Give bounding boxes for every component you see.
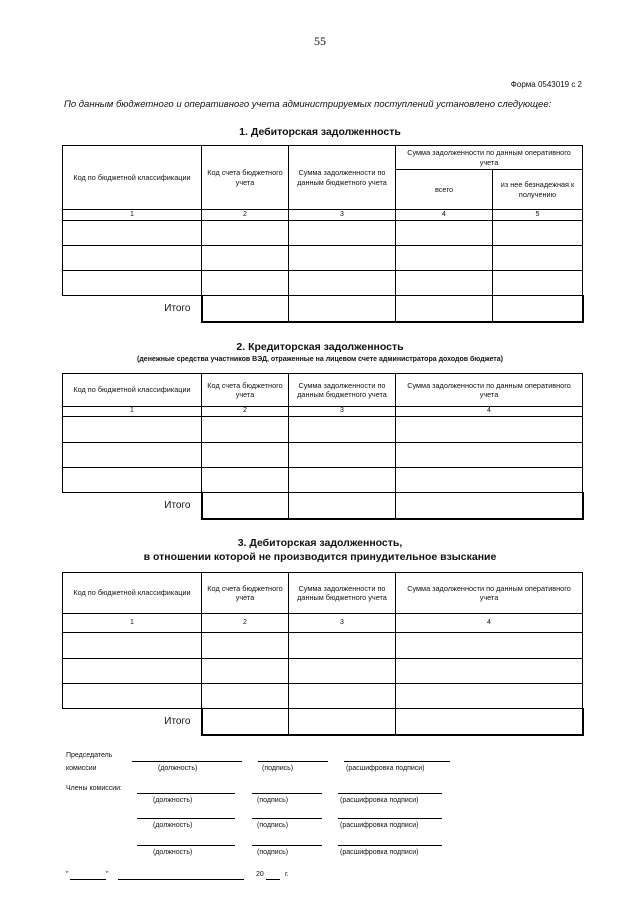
member3-position-line[interactable] bbox=[137, 845, 235, 846]
s2-header-budget-sum: Сумма задолженности по данным бюджетного учета bbox=[289, 374, 396, 407]
s3-total-cell[interactable] bbox=[289, 709, 396, 735]
s1-total-cell[interactable] bbox=[289, 296, 396, 322]
s3-cell[interactable] bbox=[289, 659, 396, 684]
member2-decoding-caption: (расшифровка подписи) bbox=[340, 822, 419, 829]
s1-cell[interactable] bbox=[202, 246, 289, 271]
s3-table-row bbox=[63, 684, 583, 709]
s3-total-label: Итого bbox=[164, 715, 191, 727]
member3-position-caption: (должность) bbox=[153, 849, 193, 856]
section2-table bbox=[62, 373, 584, 520]
member3-signature-caption: (подпись) bbox=[257, 849, 289, 856]
s1-cell[interactable] bbox=[202, 271, 289, 296]
s3-cell[interactable] bbox=[63, 684, 202, 709]
form-code: Форма 0543019 с 2 bbox=[510, 80, 582, 89]
chairman-position-caption: (должность) bbox=[158, 765, 198, 772]
s1-col-number: 5 bbox=[493, 210, 583, 221]
s3-cell[interactable] bbox=[396, 633, 583, 659]
member3-decoding-caption: (расшифровка подписи) bbox=[340, 849, 419, 856]
date-year-line[interactable] bbox=[266, 879, 280, 880]
s3-total-row bbox=[63, 709, 583, 735]
member1-position-caption: (должность) bbox=[153, 797, 193, 804]
s3-cell[interactable] bbox=[202, 684, 289, 709]
s1-header-kbk: Код по бюджетной классификации bbox=[63, 146, 202, 210]
s3-cell[interactable] bbox=[202, 659, 289, 684]
s2-total-cell[interactable] bbox=[289, 493, 396, 519]
date-year-suffix: г. bbox=[285, 871, 289, 878]
section1-table bbox=[62, 145, 584, 323]
s1-total-cell[interactable] bbox=[202, 296, 289, 322]
s2-cell[interactable] bbox=[396, 443, 583, 468]
s3-header-operative-sum: Сумма задолженности по данным оперативного учета bbox=[396, 573, 583, 614]
s2-header-operative-sum: Сумма задолженности по данным оперативного учета bbox=[396, 374, 583, 407]
s1-cell[interactable] bbox=[289, 221, 396, 246]
s2-cell[interactable] bbox=[63, 468, 202, 493]
s1-cell[interactable] bbox=[493, 271, 583, 296]
chairman-decoding-caption: (расшифровка подписи) bbox=[346, 765, 425, 772]
date-year-prefix: 20 bbox=[256, 871, 264, 878]
s1-cell[interactable] bbox=[493, 246, 583, 271]
s1-cell[interactable] bbox=[63, 271, 202, 296]
member1-signature-caption: (подпись) bbox=[257, 797, 289, 804]
chairman-position-line[interactable] bbox=[132, 761, 242, 762]
s2-total-row bbox=[63, 493, 583, 519]
s3-header-kbk: Код по бюджетной классификации bbox=[63, 573, 202, 614]
member2-position-line[interactable] bbox=[137, 818, 235, 819]
s1-header-operative-sum: Сумма задолженности по данным оперативного учета bbox=[396, 146, 583, 170]
members-label: Члены комиссии: bbox=[66, 785, 123, 792]
s1-table-row bbox=[63, 271, 583, 296]
s1-cell[interactable] bbox=[396, 221, 493, 246]
s2-header-account: Код счета бюджетного учета bbox=[202, 374, 289, 407]
s1-table-row bbox=[63, 246, 583, 271]
s2-total-label: Итого bbox=[164, 499, 191, 511]
s3-cell[interactable] bbox=[289, 633, 396, 659]
member1-position-line[interactable] bbox=[137, 793, 235, 794]
section2-subtitle: (денежные средства участников ВЭД, отраженные на лицевом счете администратора доходов бюджета) bbox=[137, 356, 503, 363]
s2-cell[interactable] bbox=[63, 443, 202, 468]
date-month-line[interactable] bbox=[118, 879, 244, 880]
date-day-line[interactable] bbox=[70, 879, 106, 880]
s3-cell[interactable] bbox=[396, 659, 583, 684]
s1-col-number: 2 bbox=[202, 210, 289, 221]
s1-col-number: 4 bbox=[396, 210, 493, 221]
member2-position-caption: (должность) bbox=[153, 822, 193, 829]
chairman-signature-line[interactable] bbox=[258, 761, 328, 762]
s2-total-cell[interactable] bbox=[202, 493, 289, 519]
section2-title: 2. Кредиторская задолженность bbox=[236, 341, 404, 353]
s1-total-label: Итого bbox=[164, 302, 191, 314]
s2-total-cell[interactable] bbox=[396, 493, 583, 519]
s1-cell[interactable] bbox=[63, 221, 202, 246]
s2-table-row bbox=[63, 417, 583, 443]
section1-title: 1. Дебиторская задолженность bbox=[239, 126, 401, 138]
s3-col-number: 3 bbox=[289, 614, 396, 633]
member3-signature-line[interactable] bbox=[252, 845, 322, 846]
s3-cell[interactable] bbox=[63, 659, 202, 684]
s2-table-row bbox=[63, 468, 583, 493]
s2-table-row bbox=[63, 443, 583, 468]
s1-col-number: 1 bbox=[63, 210, 202, 221]
s2-cell[interactable] bbox=[202, 468, 289, 493]
member3-decoding-line[interactable] bbox=[338, 845, 442, 846]
s2-col-number: 4 bbox=[396, 407, 583, 417]
s3-total-cell[interactable] bbox=[202, 709, 289, 735]
section3-title-line2: в отношении которой не производится принудительное взыскание bbox=[143, 551, 497, 563]
s1-cell[interactable] bbox=[289, 246, 396, 271]
date-quote-close: " bbox=[106, 871, 109, 878]
s2-cell[interactable] bbox=[63, 417, 202, 443]
member2-decoding-line[interactable] bbox=[338, 818, 442, 819]
chairman-label-line2: комиссии bbox=[66, 765, 97, 772]
member2-signature-line[interactable] bbox=[252, 818, 322, 819]
s2-cell[interactable] bbox=[396, 417, 583, 443]
section3-title-line1: 3. Дебиторская задолженность, bbox=[237, 537, 403, 549]
s2-cell[interactable] bbox=[396, 468, 583, 493]
s3-table-row bbox=[63, 659, 583, 684]
s1-cell[interactable] bbox=[493, 221, 583, 246]
s1-cell[interactable] bbox=[63, 246, 202, 271]
chairman-signature-caption: (подпись) bbox=[262, 765, 294, 772]
s3-cell[interactable] bbox=[396, 684, 583, 709]
s1-cell[interactable] bbox=[396, 246, 493, 271]
s3-header-budget-sum: Сумма задолженности по данным бюджетного учета bbox=[289, 573, 396, 614]
chairman-decoding-line[interactable] bbox=[344, 761, 450, 762]
s2-cell[interactable] bbox=[202, 417, 289, 443]
s2-col-number: 3 bbox=[289, 407, 396, 417]
s2-cell[interactable] bbox=[289, 443, 396, 468]
s1-header-account: Код счета бюджетного учета bbox=[202, 146, 289, 210]
s3-cell[interactable] bbox=[63, 633, 202, 659]
page-number: 55 bbox=[314, 34, 326, 48]
s1-table-row bbox=[63, 221, 583, 246]
s3-header-account: Код счета бюджетного учета bbox=[202, 573, 289, 614]
s1-col-number: 3 bbox=[289, 210, 396, 221]
date-quote-open: " bbox=[66, 871, 69, 878]
s1-cell[interactable] bbox=[396, 271, 493, 296]
s3-col-number: 2 bbox=[202, 614, 289, 633]
s1-total-cell[interactable] bbox=[493, 296, 583, 322]
s2-cell[interactable] bbox=[202, 443, 289, 468]
s1-cell[interactable] bbox=[289, 271, 396, 296]
s3-cell[interactable] bbox=[289, 684, 396, 709]
s2-cell[interactable] bbox=[289, 417, 396, 443]
s3-col-number: 4 bbox=[396, 614, 583, 633]
s1-total-cell[interactable] bbox=[396, 296, 493, 322]
s1-header-doubtful: из нее безнадежная к получению bbox=[493, 170, 583, 210]
section3-table bbox=[62, 572, 584, 736]
member1-decoding-line[interactable] bbox=[338, 793, 442, 794]
s1-cell[interactable] bbox=[202, 221, 289, 246]
s1-header-budget-sum: Сумма задолженности по данным бюджетного учета bbox=[289, 146, 396, 210]
intro-text: По данным бюджетного и оперативного учета администрируемых поступлений установлено следующее: bbox=[64, 99, 552, 110]
chairman-label-line1: Председатель bbox=[66, 752, 113, 759]
s3-table-row bbox=[63, 633, 583, 659]
member2-signature-caption: (подпись) bbox=[257, 822, 289, 829]
s1-header-total: всего bbox=[396, 170, 493, 210]
s3-total-cell[interactable] bbox=[396, 709, 583, 735]
s1-total-row bbox=[63, 296, 583, 322]
member1-signature-line[interactable] bbox=[252, 793, 322, 794]
s3-col-number: 1 bbox=[63, 614, 202, 633]
s2-cell[interactable] bbox=[289, 468, 396, 493]
s2-col-number: 2 bbox=[202, 407, 289, 417]
s3-cell[interactable] bbox=[202, 633, 289, 659]
member1-decoding-caption: (расшифровка подписи) bbox=[340, 797, 419, 804]
s2-col-number: 1 bbox=[63, 407, 202, 417]
s2-header-kbk: Код по бюджетной классификации bbox=[63, 374, 202, 407]
